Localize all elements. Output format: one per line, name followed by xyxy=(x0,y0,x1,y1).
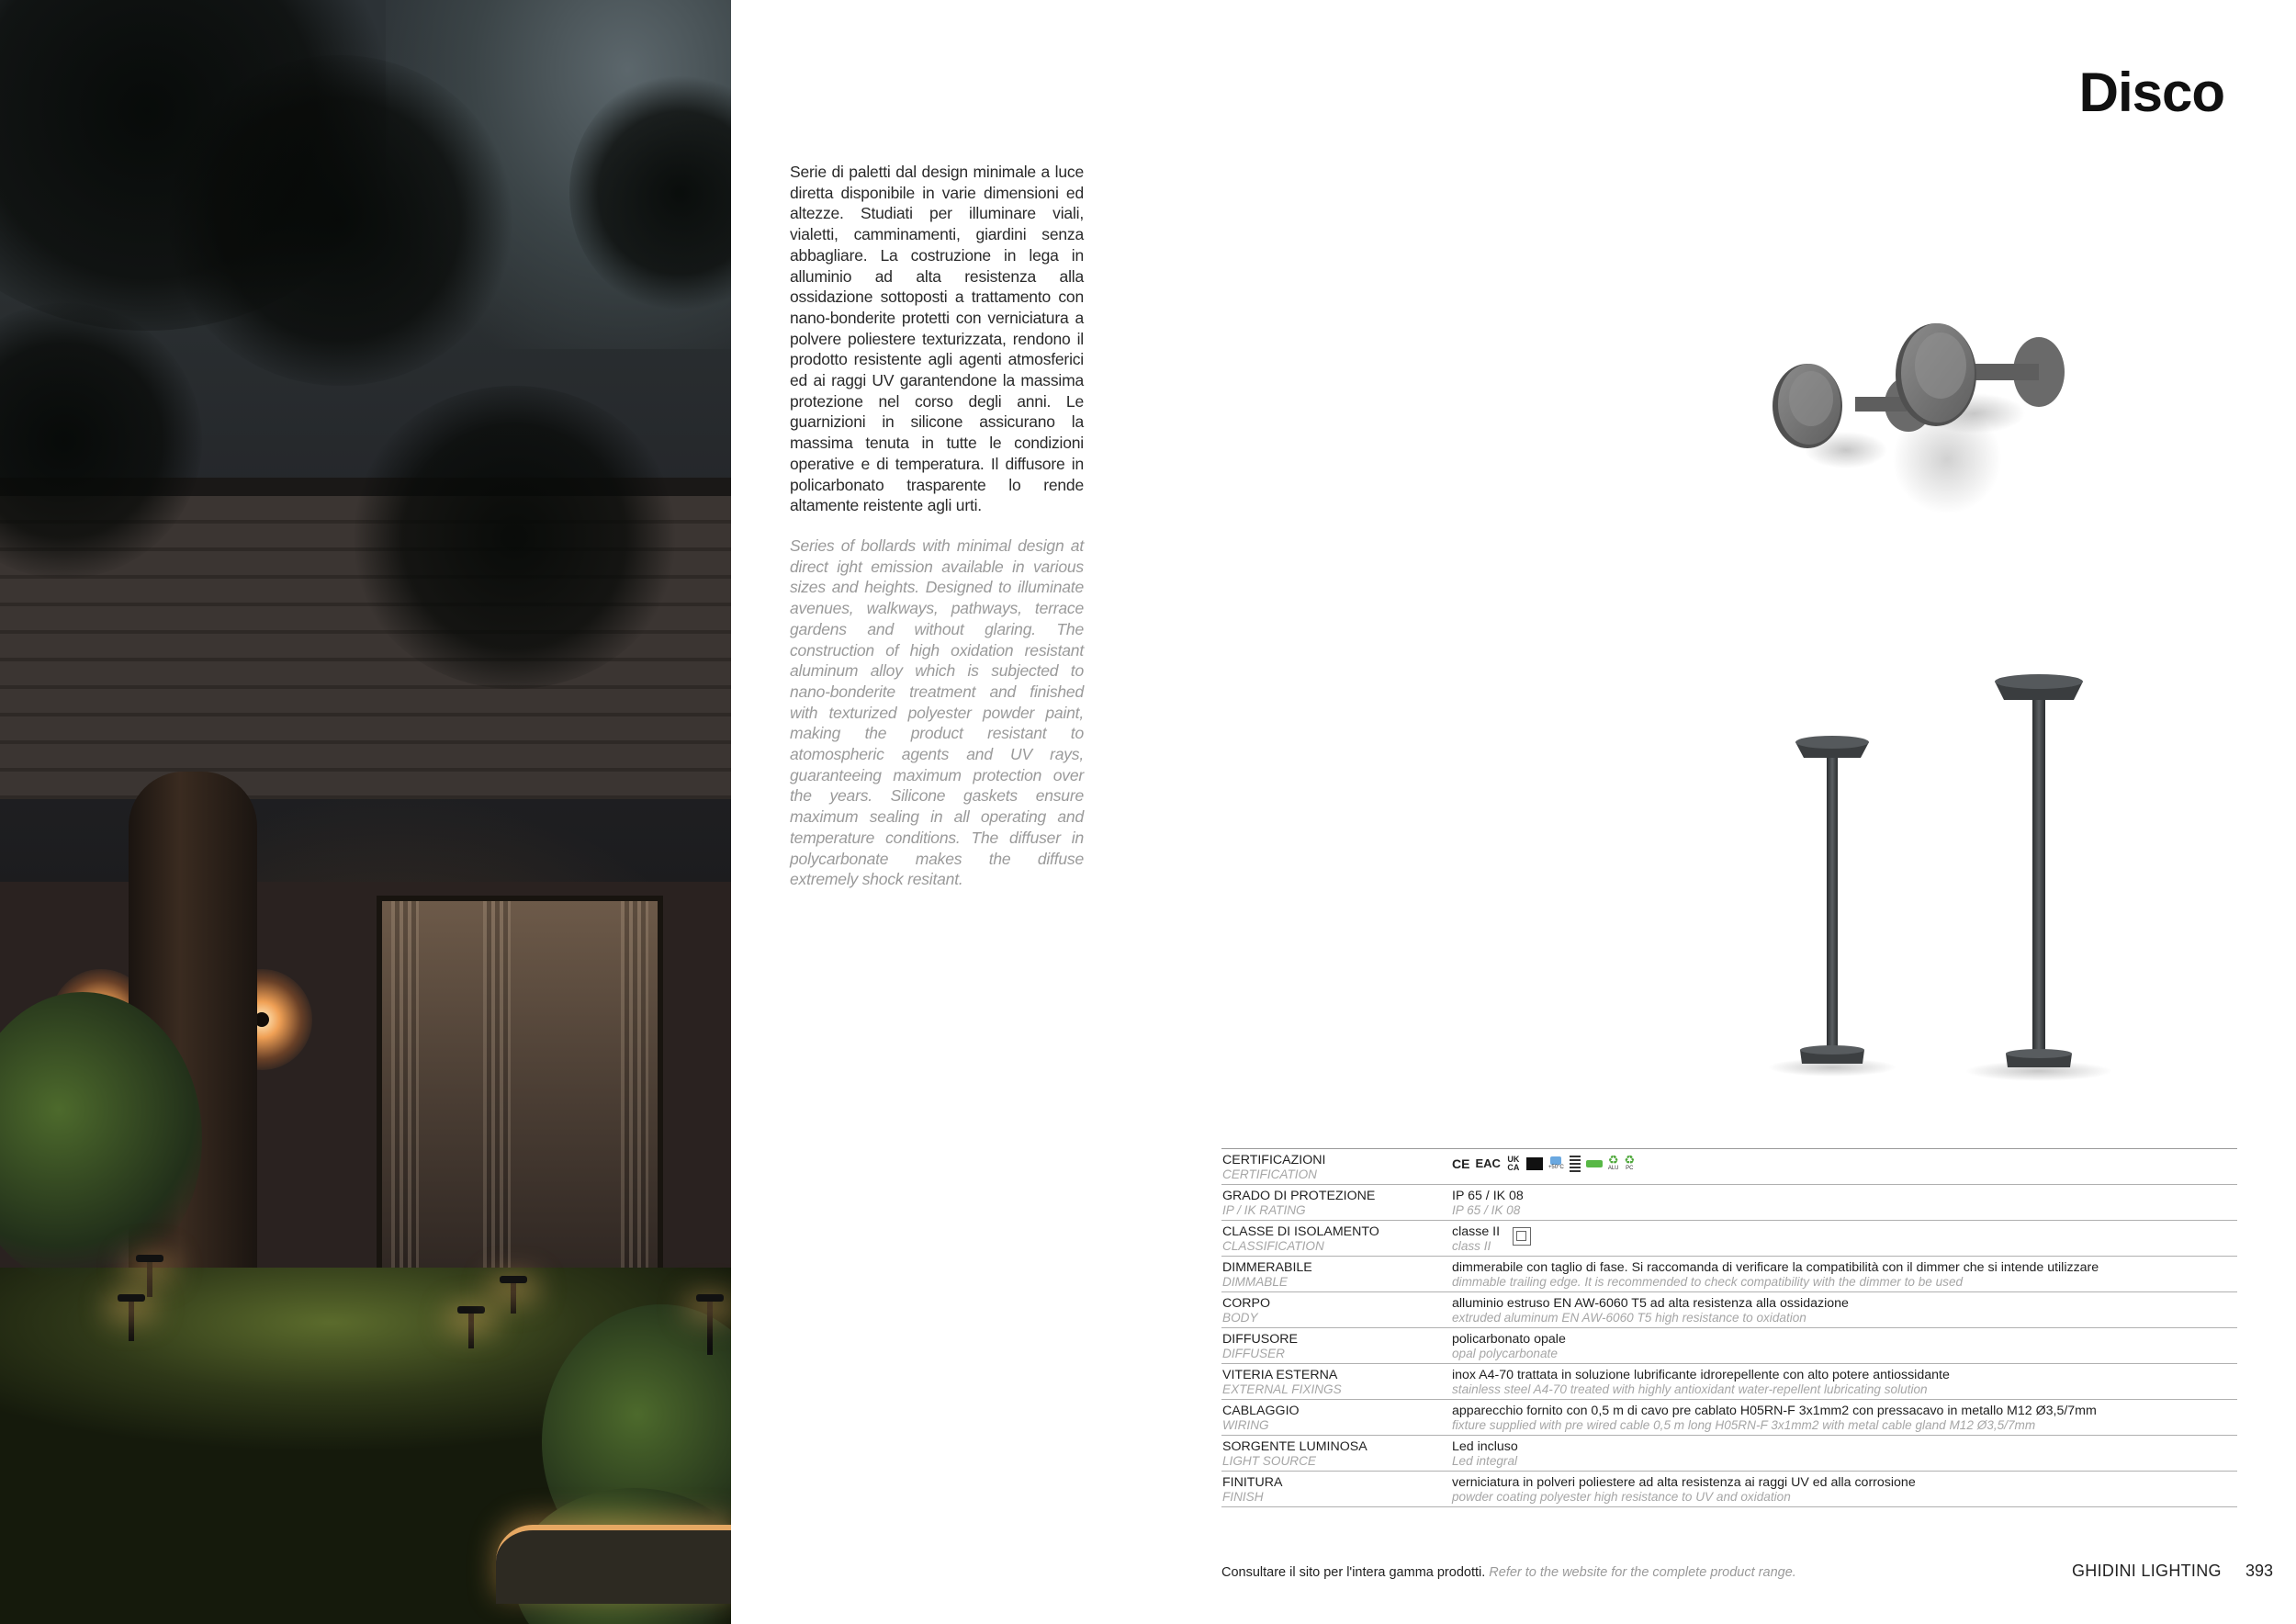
wall-light-large xyxy=(1896,323,2065,434)
curtain xyxy=(483,901,511,1287)
spec-row-body xyxy=(1221,1292,2237,1328)
spec-label-en: CLASSIFICATION xyxy=(1222,1239,1324,1253)
curtain xyxy=(391,901,419,1287)
spec-value-en: extruded aluminum EN AW-6060 T5 high resistance to oxidation xyxy=(1452,1311,1806,1325)
spec-label-en: DIFFUSER xyxy=(1222,1347,1285,1360)
spec-value-en: Led integral xyxy=(1452,1454,1518,1468)
product-render-svg xyxy=(1745,276,2167,1102)
alu-recycle-icon: ♻ ALU xyxy=(1607,1153,1619,1171)
brand-name: GHIDINI LIGHTING xyxy=(2072,1562,2222,1580)
spec-table xyxy=(1221,1148,2237,1507)
spec-value: inox A4-70 trattata in soluzione lubrificante idrorepellente con alto potere antiossidante xyxy=(1452,1368,1950,1382)
spec-label: DIFFUSORE xyxy=(1222,1332,1298,1347)
pc-recycle-icon: ♻ PC xyxy=(1624,1153,1636,1171)
spec-value: verniciatura in polveri poliestere ad alta resistenza ai raggi UV ed alla corrosione xyxy=(1452,1475,1916,1490)
bollard-tall xyxy=(1965,674,2112,1081)
lit-step xyxy=(496,1525,731,1604)
spec-value-en: opal polycarbonate xyxy=(1452,1347,1558,1360)
spec-row-external-fixings xyxy=(1221,1364,2237,1400)
spec-value-en: fixture supplied with pre wired cable 0,5 m long H05RN-F 3x1mm2 with metal cable gland M12 Ø3,5/7mm xyxy=(1452,1418,2036,1432)
spec-label: CABLAGGIO xyxy=(1222,1404,1300,1418)
bollard-night xyxy=(511,1281,516,1314)
spec-row-ip-rating xyxy=(1221,1185,2237,1221)
bollard-night xyxy=(468,1312,474,1348)
certification-icons xyxy=(1452,1155,1635,1172)
spec-label-en: IP / IK RATING xyxy=(1222,1203,1306,1217)
spec-value: Led incluso xyxy=(1452,1439,1518,1454)
spec-value-en: stainless steel A4-70 treated with highly antioxidant water-repellent lubricating solution xyxy=(1452,1382,1928,1396)
spec-value: apparecchio fornito con 0,5 m di cavo pre cablato H05RN-F 3x1mm2 con pressacavo in metallo M12 Ø3,5/7mm xyxy=(1452,1404,2097,1418)
temperature-icon: +50°C xyxy=(1548,1156,1564,1171)
spec-label: CLASSE DI ISOLAMENTO xyxy=(1222,1224,1379,1239)
spec-label: CORPO xyxy=(1222,1296,1271,1311)
spec-label: DIMMERABILE xyxy=(1222,1260,1312,1275)
spec-label: CERTIFICAZIONI xyxy=(1222,1153,1326,1167)
spec-label-en: DIMMABLE xyxy=(1222,1275,1289,1289)
battery-icon xyxy=(1586,1160,1603,1167)
black-square-icon xyxy=(1526,1157,1543,1170)
nano-bonderite-icon xyxy=(1570,1156,1581,1172)
spec-row-dimmable xyxy=(1221,1257,2237,1292)
footer-note-english: Refer to the website for the complete product range. xyxy=(1489,1565,1796,1580)
spec-value-en: class II xyxy=(1452,1239,1491,1253)
foreground-foliage xyxy=(165,55,514,386)
spec-value: IP 65 / IK 08 xyxy=(1452,1189,1524,1203)
eac-mark-icon: EAC xyxy=(1475,1156,1501,1170)
spec-row-light-source xyxy=(1221,1436,2237,1472)
spec-row-classification xyxy=(1221,1221,2237,1257)
spec-value-en: dimmable trailing edge. It is recommended to check compatibility with the dimmer to be used xyxy=(1452,1275,1964,1289)
spec-label-en: WIRING xyxy=(1222,1418,1269,1432)
spec-value-en: IP 65 / IK 08 xyxy=(1452,1203,1521,1217)
description-english: Series of bollards with minimal design at direct ight emission available in various sizes and heights. Designed to illuminate avenues, walkways, pathways, terrace gardens and without glaring. The construction of high oxidation resistant aluminum alloy which is subjected to nano-bonderite treatment and finished with texturized polyester powder paint, making the product resistant to atomospheric agents and UV rays, guaranteeing maximum protection over the years. Silicone gaskets ensure maximum sealing in all operating and temperature conditions. The diffuser in polycarbonate makes the diffuse extremely shock resitant. xyxy=(790,536,1084,889)
footer-note xyxy=(1221,1565,1796,1580)
spec-label: VITERIA ESTERNA xyxy=(1222,1368,1338,1382)
description-italian: Serie di paletti dal design minimale a luce diretta disponibile in varie dimensioni ed altezze. Studiati per illuminare viali, vialetti, camminamenti, giardini senza abbagliare. La costruzione in lega in alluminio ad alta resistenza alla ossidazione sottoposti a trattamento con nano-bonderite protetti con verniciatura a polvere poliestere texturizzata, rendono il prodotto resistente agli agenti atmosferici ed ai raggi UV garantendone la massima protezione nel corso degli anni. Le guarnizioni in silicone assicurano la massima tenuta in tutte le condizioni operative e di temperatura. Il diffusore in policarbonato trasparente lo rende altamente reistente agli urti. xyxy=(790,163,1084,515)
spec-label-en: EXTERNAL FIXINGS xyxy=(1222,1382,1342,1396)
spec-label: GRADO DI PROTEZIONE xyxy=(1222,1189,1376,1203)
ce-mark-icon: CE xyxy=(1452,1156,1470,1171)
spec-value: dimmerabile con taglio di fase. Si raccomanda di verificare la compatibilità con il dimmer che si intende utilizzare xyxy=(1452,1260,2099,1275)
spec-row-wiring xyxy=(1221,1400,2237,1436)
spec-value-en: powder coating polyester high resistance to UV and oxidation xyxy=(1452,1490,1791,1504)
spec-row-finish xyxy=(1221,1472,2237,1507)
class-ii-icon xyxy=(1513,1227,1531,1246)
bollard-short xyxy=(1768,736,1896,1077)
spec-value: alluminio estruso EN AW-6060 T5 ad alta resistenza alla ossidazione xyxy=(1452,1296,1849,1311)
spec-label-en: CERTIFICATION xyxy=(1222,1167,1317,1181)
lit-window xyxy=(377,896,663,1292)
curtain xyxy=(621,901,648,1287)
spec-value: policarbonato opale xyxy=(1452,1332,1566,1347)
spec-row-certifications xyxy=(1221,1149,2237,1185)
product-renders xyxy=(1745,276,2167,1102)
ukca-mark-icon: UK CA xyxy=(1507,1154,1520,1172)
spec-label: FINITURA xyxy=(1222,1475,1283,1490)
spec-label-en: BODY xyxy=(1222,1311,1258,1325)
footer-note-italian: Consultare il sito per l'intera gamma prodotti. xyxy=(1221,1565,1486,1580)
spec-label-en: FINISH xyxy=(1222,1490,1264,1504)
spec-value: classe II xyxy=(1452,1224,1501,1239)
bollard-night xyxy=(129,1300,134,1341)
hero-photo xyxy=(0,0,731,1624)
spec-row-diffuser xyxy=(1221,1328,2237,1364)
bollard-night xyxy=(147,1260,152,1297)
page-number: 393 xyxy=(2245,1562,2274,1580)
product-title: Disco xyxy=(2078,62,2224,123)
spec-label: SORGENTE LUMINOSA xyxy=(1222,1439,1367,1454)
bollard-night xyxy=(707,1300,713,1355)
spec-label-en: LIGHT SOURCE xyxy=(1222,1454,1316,1468)
foreground-foliage xyxy=(349,386,680,689)
